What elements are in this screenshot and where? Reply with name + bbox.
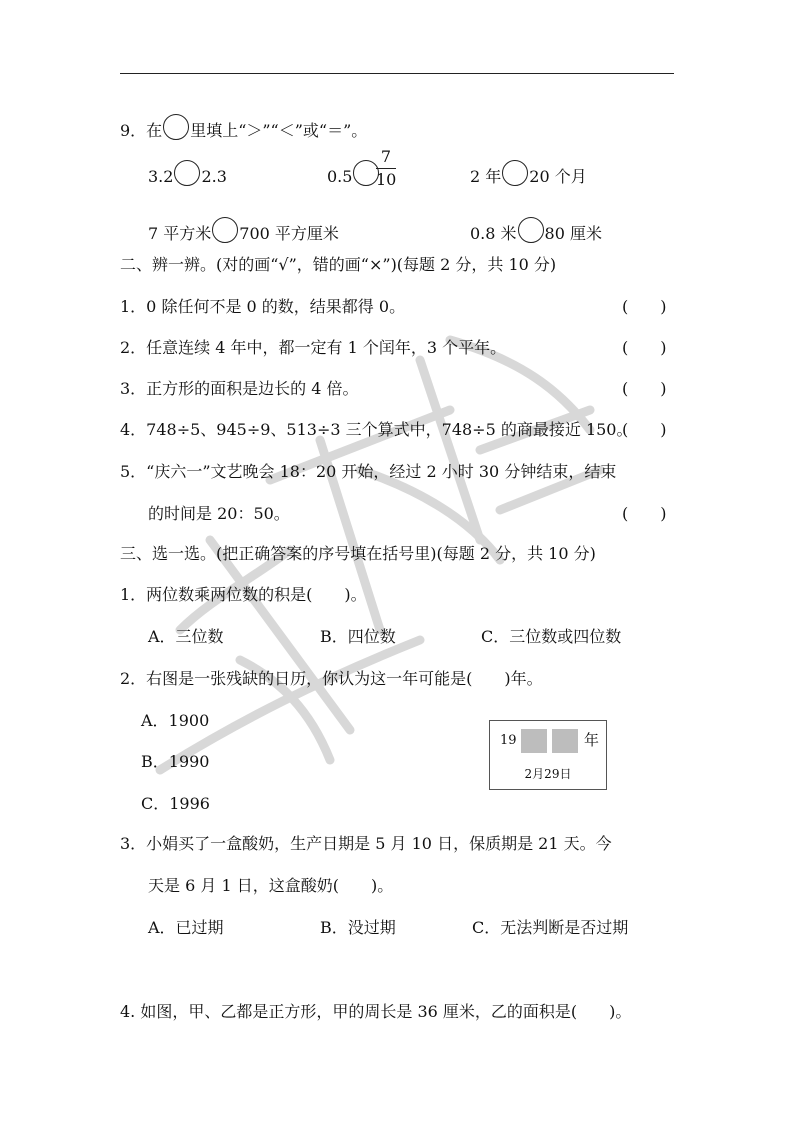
q9-prompt-b: 里填上“＞”“＜”或“＝”。 <box>190 121 368 140</box>
value-left: 2 年 <box>470 167 502 186</box>
missing-digit-box <box>552 729 578 753</box>
q9-r1c2 <box>327 160 380 187</box>
fraction-numerator: 7 <box>380 147 392 166</box>
fraction-denominator: 10 <box>376 170 397 189</box>
value-left: 7 平方米 <box>148 224 212 243</box>
judge-item-2: 2．任意连续 4 年中，都一定有 1 个闰年，3 个平年。 <box>120 338 507 357</box>
option-c[interactable]: C．三位数或四位数 <box>481 627 622 646</box>
calendar-year-suffix: 年 <box>584 731 600 749</box>
value-left: 0.5 <box>327 167 353 186</box>
compare-circle[interactable] <box>163 114 189 140</box>
torn-calendar <box>489 720 607 790</box>
value-right: 80 厘米 <box>544 224 602 243</box>
answer-paren[interactable]: ( ) <box>622 504 667 523</box>
compare-circle[interactable] <box>518 217 544 243</box>
option-b[interactable]: B．四位数 <box>320 627 396 646</box>
q9-prompt-a: 9．在 <box>120 121 163 140</box>
section3-heading: 三、选一选。(把正确答案的序号填在括号里)(每题 2 分，共 10 分) <box>120 544 596 563</box>
answer-paren[interactable]: ( ) <box>622 338 667 357</box>
choice-q1: 1．两位数乘两位数的积是( )。 <box>120 585 367 604</box>
q9-prompt <box>120 114 367 141</box>
q9-r1c3 <box>470 160 587 187</box>
judge-item-4: 4．748÷5、945÷9、513÷3 三个算式中，748÷5 的商最接近 150。 <box>120 420 633 439</box>
judge-item-5-line2: 的时间是 20：50。 <box>148 504 290 523</box>
value-right: 20 个月 <box>529 167 587 186</box>
fraction-bar <box>376 168 396 169</box>
option-a[interactable]: A．三位数 <box>148 627 224 646</box>
option-a[interactable]: A．已过期 <box>148 918 224 937</box>
compare-circle[interactable] <box>502 160 528 186</box>
judge-item-1: 1．0 除任何不是 0 的数，结果都得 0。 <box>120 297 406 316</box>
option-c[interactable]: C．无法判断是否过期 <box>472 918 629 937</box>
judge-item-3: 3．正方形的面积是边长的 4 倍。 <box>120 379 359 398</box>
header-rule <box>120 73 674 74</box>
choice-q2: 2．右图是一张残缺的日历，你认为这一年可能是( )年。 <box>120 669 543 688</box>
calendar-date: 2月29日 <box>524 767 572 781</box>
value-left: 3.2 <box>148 167 174 186</box>
choice-q4: 4. 如图，甲、乙都是正方形，甲的周长是 36 厘米，乙的面积是( )。 <box>120 1002 632 1021</box>
value-right: 2.3 <box>201 167 227 186</box>
answer-paren[interactable]: ( ) <box>622 297 667 316</box>
choice-q3-line1: 3．小娟买了一盒酸奶，生产日期是 5 月 10 日，保质期是 21 天。今 <box>120 834 612 853</box>
option-c[interactable]: C．1996 <box>141 794 210 813</box>
option-a[interactable]: A．1900 <box>141 711 210 730</box>
judge-item-5: 5．“庆六一”文艺晚会 18：20 开始，经过 2 小时 30 分钟结束，结束 <box>120 462 617 481</box>
q9-r1c1 <box>148 160 227 187</box>
choice-q3-line2: 天是 6 月 1 日，这盒酸奶( )。 <box>148 876 394 895</box>
answer-paren[interactable]: ( ) <box>622 420 667 439</box>
answer-paren[interactable]: ( ) <box>622 379 667 398</box>
option-b[interactable]: B．没过期 <box>320 918 396 937</box>
option-b[interactable]: B．1990 <box>141 752 210 771</box>
compare-circle[interactable] <box>212 217 238 243</box>
section2-heading: 二、辨一辨。(对的画“√”，错的画“×”)(每题 2 分，共 10 分) <box>120 255 557 274</box>
q9-r2c1 <box>148 217 339 244</box>
q9-r2c2 <box>470 217 602 244</box>
calendar-year-prefix: 19 <box>500 733 517 748</box>
fraction <box>376 148 396 189</box>
value-left: 0.8 米 <box>470 224 517 243</box>
value-right: 700 平方厘米 <box>239 224 339 243</box>
compare-circle[interactable] <box>174 160 200 186</box>
missing-digit-box <box>521 729 547 753</box>
